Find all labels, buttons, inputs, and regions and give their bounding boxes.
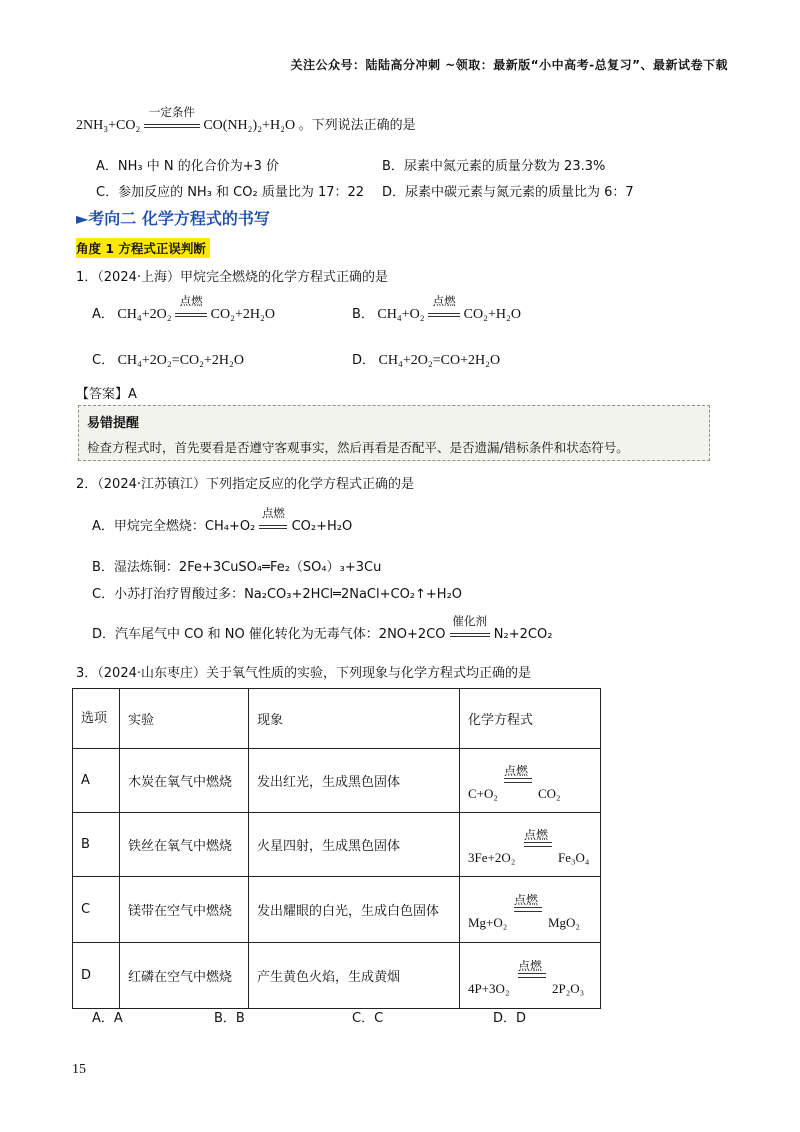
condition-label: 催化剂 <box>452 614 487 628</box>
option-c: C．参加反应的 NH₃ 和 CO₂ 质量比为 17：22 <box>96 185 365 200</box>
equation-left: 2NH₃+CO₂ <box>76 118 141 133</box>
option-d: D．尿素中碳元素与氮元素的质量比为 6：7 <box>382 185 634 200</box>
equation-right: CO(NH₂)₂+H₂O <box>203 118 296 133</box>
question-2-stem: 2．（2024·江苏镇江）下列指定反应的化学方程式正确的是 <box>76 477 414 492</box>
q2-option-a <box>92 506 353 534</box>
equation-right: CO₂+H₂O <box>463 307 521 322</box>
experiment-cell: 铁丝在氧气中燃烧 <box>120 813 249 877</box>
equation-right: CO₂ <box>538 785 561 801</box>
condition-arrow <box>259 506 287 534</box>
q2-option-b: B．湿法炼铜：2Fe+3CuSO₄═Fe₂（SO₄）₃+3Cu <box>92 560 382 575</box>
condition-label: 点燃 <box>432 296 456 308</box>
q1-option-d <box>352 349 500 369</box>
option-a: A．NH₃ 中 N 的化合价为+3 价 <box>96 159 280 174</box>
condition-label: 点燃 <box>179 296 203 308</box>
option-cell: D <box>73 943 120 1009</box>
question-text: 。下列说法正确的是 <box>298 118 416 133</box>
header-cell: 现象 <box>249 689 460 749</box>
q2-option-d <box>92 614 553 642</box>
header-cell: 化学方程式 <box>460 689 601 749</box>
header-cell: 选项 <box>73 689 120 749</box>
experiment-cell: 木炭在氧气中燃烧 <box>120 749 249 813</box>
equation-right: N₂+2CO₂ <box>493 627 553 642</box>
equation-right: Fe₃O₄ <box>558 849 590 865</box>
option-b: B．尿素中氮元素的质量分数为 23.3% <box>382 159 606 174</box>
option-label: D． <box>352 353 376 368</box>
equation-right: CO₂+H₂O <box>291 519 353 534</box>
phenomenon-cell: 火星四射，生成黑色固体 <box>249 813 460 877</box>
equation-cell <box>460 877 601 943</box>
equation-left: Mg+O₂ <box>468 914 508 930</box>
page-header: 关注公众号：陆陆高分冲刺 ~领取：最新版“小中高考-总复习”、最新试卷下载 <box>290 58 728 72</box>
equation: CH₄+2O₂=CO₂+2H₂O <box>117 353 245 368</box>
phenomenon-cell: 发出耀眼的白光，生成白色固体 <box>249 877 460 943</box>
equation-left: 3Fe+2O₂ <box>468 849 516 865</box>
condition-arrow <box>450 614 490 642</box>
table-header-row <box>73 689 601 749</box>
q3-choice-b: B．B <box>214 1011 245 1026</box>
table-row <box>73 943 601 1009</box>
condition-label: 点燃 <box>514 892 539 907</box>
header-cell: 实验 <box>120 689 249 749</box>
experiment-cell: 红磷在空气中燃烧 <box>120 943 249 1009</box>
equation-cell <box>460 813 601 877</box>
condition-label: 点燃 <box>261 506 285 520</box>
intro-equation <box>76 107 416 134</box>
condition-label: 点燃 <box>524 827 549 842</box>
q3-choice-d: D．D <box>493 1011 527 1026</box>
q1-answer: 【答案】A <box>76 387 137 402</box>
equation-cell <box>460 943 601 1009</box>
q1-option-c <box>92 349 244 369</box>
q1-option-b <box>352 296 521 323</box>
equation-right: CO₂+2H₂O <box>210 307 275 322</box>
table-row <box>73 749 601 813</box>
equation-left: CH₄+2O₂ <box>117 307 172 322</box>
q3-table <box>72 688 601 1009</box>
option-text: A．甲烷完全燃烧：CH₄+O₂ <box>92 519 256 534</box>
equation: CH₄+2O₂=CO+2H₂O <box>378 353 501 368</box>
phenomenon-cell: 产生黄色火焰，生成黄烟 <box>249 943 460 1009</box>
option-text: D．汽车尾气中 CO 和 NO 催化转化为无毒气体：2NO+2CO <box>92 627 446 642</box>
option-cell: C <box>73 877 120 943</box>
option-cell: A <box>73 749 120 813</box>
q3-choice-a: A．A <box>92 1011 123 1026</box>
condition-label: 一定条件 <box>148 107 195 119</box>
table-row <box>73 813 601 877</box>
condition-arrow <box>144 107 200 134</box>
option-label: B． <box>352 307 374 322</box>
question-3-stem: 3．（2024·山东枣庄）关于氧气性质的实验，下列现象与化学方程式均正确的是 <box>76 666 531 681</box>
tip-text: 检查方程式时，首先要看是否遵守客观事实，然后再看是否配平、是否遗漏/错标条件和状态符号。 <box>87 440 629 455</box>
q1-option-a <box>92 296 275 323</box>
phenomenon-cell: 发出红光，生成黑色固体 <box>249 749 460 813</box>
experiment-cell: 镁带在空气中燃烧 <box>120 877 249 943</box>
equation-right: MgO₂ <box>548 914 580 930</box>
condition-arrow <box>428 296 460 323</box>
tip-box <box>78 405 710 461</box>
equation-left: C+O₂ <box>468 785 498 801</box>
option-label: A． <box>92 307 114 322</box>
equation-left: 4P+3O₂ <box>468 980 510 996</box>
q3-choice-c: C．C <box>352 1011 384 1026</box>
equation-right: 2P₂O₃ <box>552 980 585 996</box>
condition-arrow <box>175 296 207 323</box>
option-cell: B <box>73 813 120 877</box>
equation-left: CH₄+O₂ <box>377 307 425 322</box>
section-title: ►考向二 化学方程式的书写 <box>76 209 270 228</box>
question-1-stem: 1．（2024·上海）甲烷完全燃烧的化学方程式正确的是 <box>76 270 388 285</box>
q2-option-c: C．小苏打治疗胃酸过多：Na₂CO₃+2HCl═2NaCl+CO₂↑+H₂O <box>92 587 463 602</box>
equation-cell <box>460 749 601 813</box>
subsection-title: 角度 1 方程式正误判断 <box>76 238 210 258</box>
page-number: 15 <box>72 1062 86 1077</box>
condition-label: 点燃 <box>518 958 543 973</box>
table-row <box>73 877 601 943</box>
condition-label: 点燃 <box>504 763 529 778</box>
option-label: C． <box>92 353 115 368</box>
tip-title: 易错提醒 <box>87 416 140 431</box>
